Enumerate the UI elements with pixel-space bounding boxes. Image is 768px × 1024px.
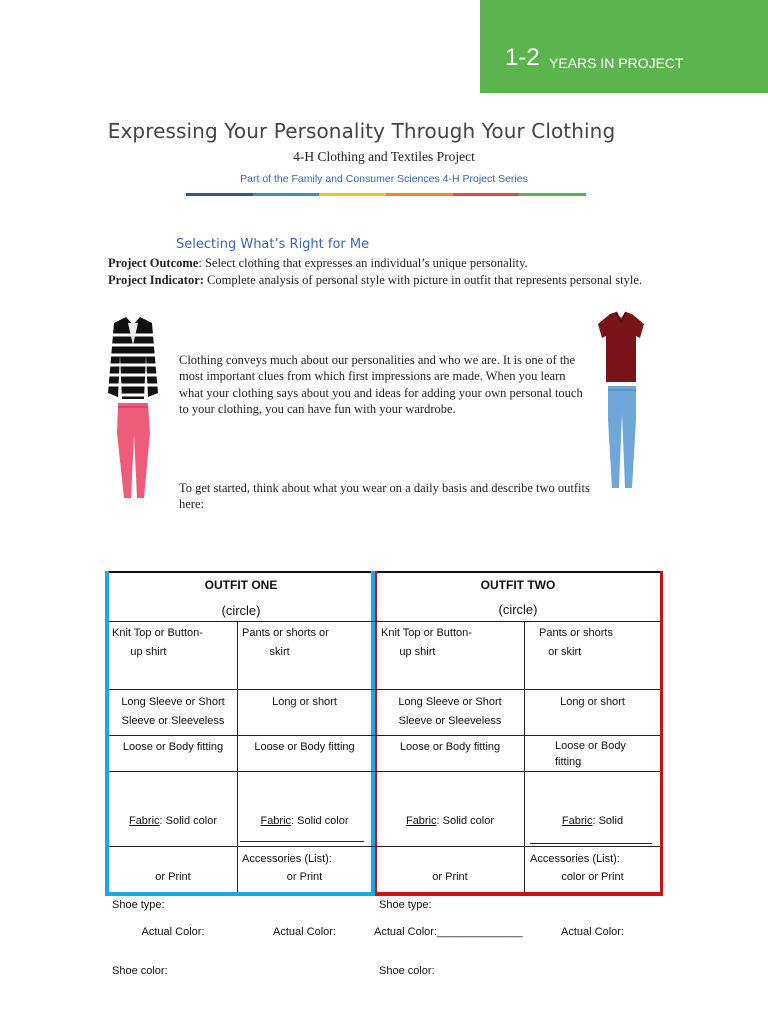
fabric-text: : Solid color (436, 815, 495, 827)
color-bar-segment (253, 193, 320, 196)
length-option: Long or short (272, 696, 337, 708)
badge-number: 1-2 (505, 44, 540, 71)
table-divider (109, 689, 660, 690)
blue-pants-icon (608, 386, 636, 488)
fabric-text: : Solid color (159, 815, 218, 827)
fabric-text: : Solid color (291, 815, 349, 827)
actual-color-label: Actual Color: (141, 926, 205, 938)
table-divider (109, 771, 660, 772)
project-outcome-text: : Select clothing that expresses an individual’s unique personality. (198, 256, 528, 270)
project-outcome-label: Project Outcome (108, 256, 199, 270)
accessories-label: Accessories (List): (242, 853, 332, 865)
top-type-option: Knit Top or Button- up shirt (381, 627, 472, 658)
shoe-cell (379, 850, 435, 1004)
outfit-two-header: OUTFIT TWO (480, 578, 556, 592)
project-indicator-text: Complete analysis of personal style with picture in outfit that represents personal style. (203, 273, 643, 287)
badge-text: YEARS IN PROJECT (549, 55, 684, 71)
color-bar-segment (453, 193, 520, 196)
length-option: Long or short (560, 696, 625, 708)
years-in-project-badge (480, 0, 768, 93)
top-type-option: Knit Top or Button- up shirt (112, 627, 203, 658)
circle-instruction: (circle) (498, 602, 538, 617)
print-option: color or Print (561, 870, 624, 883)
shoe-cell (112, 850, 168, 1004)
table-divider (109, 621, 660, 622)
shoe-type-label: Shoe type: (379, 899, 432, 911)
fabric-label: Fabric (405, 815, 437, 827)
page-subtitle: 4-H Clothing and Textiles Project (293, 149, 475, 164)
striped-jacket-icon (108, 317, 158, 399)
sleeve-option: Long Sleeve or Short Sleeve or Sleeveless (121, 696, 225, 727)
color-bar-segment (319, 193, 386, 196)
project-indicator (108, 273, 642, 288)
series-line: Part of the Family and Consumer Sciences 4-H Project Series (240, 173, 528, 185)
shoe-type-label: Shoe type: (112, 899, 165, 911)
actual-color-label: Actual Color: (561, 926, 624, 938)
fit-option: Loose or Body fitting (254, 741, 355, 753)
polo-shirt-blue-pants-image (596, 310, 646, 492)
fit-option: Loose or Body fitting (399, 741, 501, 753)
striped-jacket-pink-jeans-image (104, 315, 162, 500)
accessories-label: Accessories (List): (530, 853, 620, 865)
pink-jeans-icon (117, 403, 150, 498)
outfit-one-header: OUTFIT ONE (204, 578, 278, 592)
fabric-text: : Solid (592, 815, 624, 827)
print-option: or Print (286, 870, 323, 883)
actual-color-label: Actual Color: (273, 926, 336, 938)
section-heading: Selecting What’s Right for Me (176, 237, 370, 252)
page-title: Expressing Your Personality Through Your Clothing (107, 119, 616, 143)
outfit-two-border-right (660, 571, 663, 896)
fabric-label: Fabric (260, 815, 292, 827)
instruction-paragraph: To get started, think about what you wear on a daily basis and describe two outfits here: (179, 481, 590, 512)
fabric-label: Fabric (561, 815, 593, 827)
fit-option: Loose or Body fitting (122, 741, 224, 753)
bottom-type-option: Pants or shorts or skirt (539, 627, 613, 658)
shoe-color-label: Shoe color: (379, 965, 435, 977)
fabric-label: Fabric (128, 815, 160, 827)
print-option: or Print (155, 870, 191, 883)
print-option: or Print (432, 870, 468, 883)
fit-option: Loose or Body fitting (555, 740, 626, 768)
table-divider (109, 735, 660, 736)
color-bar-segment (519, 193, 586, 196)
circle-instruction: (circle) (221, 603, 261, 618)
color-bar-segment (186, 193, 253, 196)
color-bar (186, 193, 586, 196)
project-outcome (108, 256, 528, 271)
shoe-color-label: Shoe color: (112, 965, 168, 977)
maroon-polo-icon (598, 312, 644, 382)
intro-paragraph: Clothing conveys much about our personalities and who we are. It is one of the most important clues from which first impressions are made. When you learn what your clothing says about you and ideas for adding your own personal touch to your clothing, you can have fun with your wardrobe. (179, 353, 583, 417)
project-indicator-label: Project Indicator: (108, 273, 204, 287)
sleeve-option: Long Sleeve or Short Sleeve or Sleeveless (398, 696, 502, 727)
color-bar-segment (386, 193, 453, 196)
actual-color-label: Actual Color:______________ (374, 926, 523, 938)
bottom-type-option: Pants or shorts or skirt (242, 627, 329, 658)
